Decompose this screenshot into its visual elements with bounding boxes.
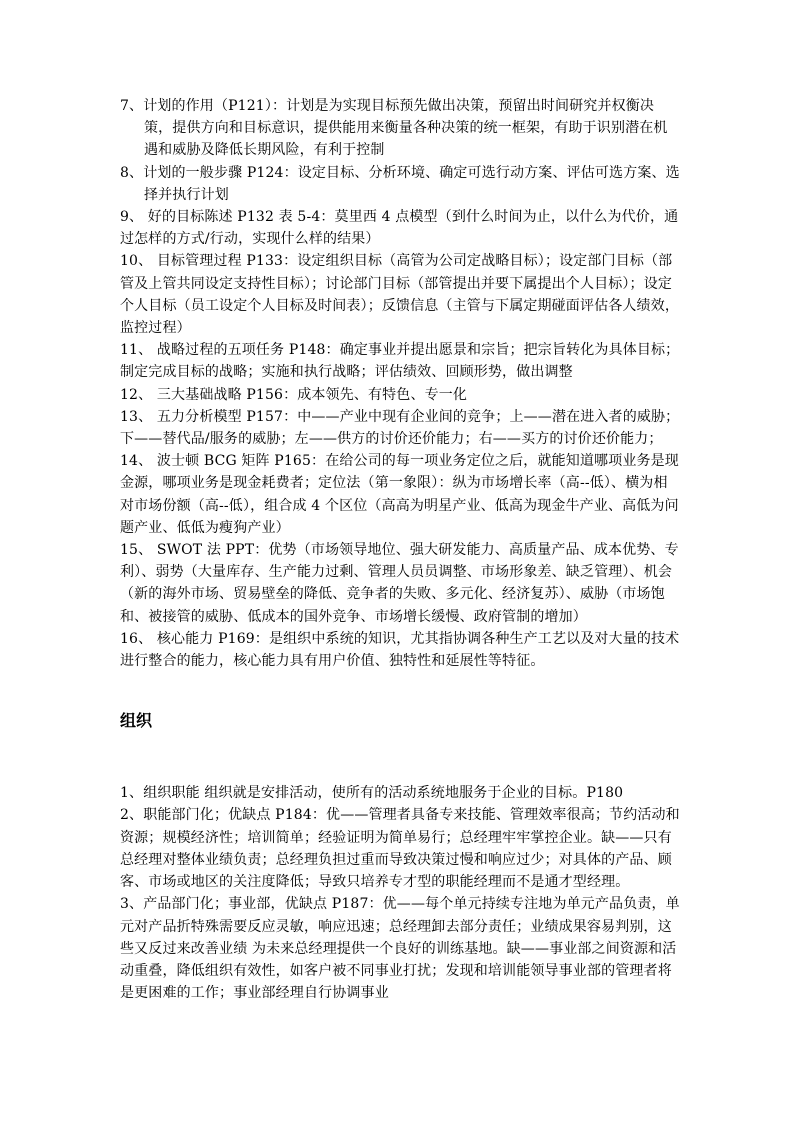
list-item: 16、 核心能力 P169：是组织中系统的知识，尤其指协调各种生产工艺以及对大量的技术进行整合的能力，核心能力具有用户价值、独特性和延展性等特征。 xyxy=(120,630,680,670)
list-item: 15、 SWOT 法 PPT：优势（市场领导地位、强大研发能力、高质量产品、成本优势、专利）、弱势（大量库存、生产能力过剩、管理人员员调整、市场形象差、缺乏管理）、机会（新的海外市场、贸易壁垒的降低、竞争者的失败、多元化、经济复苏）、威胁（市场饱和、被接管的威胁、低成本的国外竞争、市场增长缓慢、政府管制的增加） xyxy=(120,542,679,625)
list-item: 9、 好的目标陈述 P132 表 5-4：莫里西 4 点模型（到什么时间为止，以什么为代价，通过怎样的方式/行动，实现什么样的结果） xyxy=(120,209,679,248)
list-item: 13、 五力分析模型 P157：中——产业中现有企业间的竞争；上——潜在进入者的威胁；下——替代品/服务的威胁；左——供方的讨价还价能力；右——买方的讨价还价能力； xyxy=(120,408,680,448)
list-item: 7、计划的作用（P121）：计划是为实现目标预先做出决策，预留出时间研究并权衡决策，提供方向和目标意识，提供能用来衡量各种决策的统一框架，有助于识别潜在机遇和威胁及降低长期风险，有利于控制 xyxy=(120,98,668,159)
list-item: 1、组织职能 组织就是安排活动，使所有的活动系统地服务于企业的目标。P180 xyxy=(120,785,624,802)
list-item: 3、产品部门化；事业部，优缺点 P187：优——每个单元持续专注地为单元产品负责，单元对产品折特殊需要反应灵敏，响应迅速；总经理卸去部分责任；业绩成果容易判别，这些又反过来改善业绩 为未来总经理提供一个良好的训练基地。缺——事业部之间资源和活动重叠，降低组织有效性，如客户被不同事业打扰；发现和培训能领导事业部的管理者将是更困难的工作；事业部经理自行协调事业 xyxy=(120,896,680,1002)
list-item: 2、职能部门化；优缺点 P184：优——管理者具备专来技能、管理效率很高；节约活动和资源；规模经济性；培训简单；经验证明为简单易行；总经理牢牢掌控企业。缺——只有总经理对整体业绩负责；总经理负担过重而导致决策过慢和响应过少；对具体的产品、顾客、市场或地区的关注度降低；导致只培养专才型的职能经理而不是通才型经理。 xyxy=(120,807,680,891)
organization-list xyxy=(120,782,680,1004)
document-page xyxy=(120,95,680,1004)
list-item: 14、 波士顿 BCG 矩阵 P165：在给公司的每一项业务定位之后，就能知道哪项业务是现金源，哪项业务是现金耗费者；定位法（第一象限）：纵为市场增长率（高--低）、横为相对市场份额（高--低），组合成 4 个区位（高高为明星产业、低高为现金牛产业、高低为问题产业、低低为瘦狗产业） xyxy=(120,453,679,536)
section-heading-organization: 组织 xyxy=(120,711,153,731)
list-item: 10、 目标管理过程 P133：设定组织目标（高管为公司定战略目标）；设定部门目标（部管及上管共同设定支持性目标）；讨论部门目标（部管提出并要下属提出个人目标）；设定个人目标（员工设定个人目标及时间表）；反馈信息（主管与下属定期碰面评估各人绩效，监控过程） xyxy=(120,253,679,337)
list-item: 8、计划的一般步骤 P124：设定目标、分析环境、确定可选行动方案、评估可选方案、选择并执行计划 xyxy=(120,164,680,203)
planning-strategy-list xyxy=(120,95,680,672)
list-item: 11、 战略过程的五项任务 P148：确定事业并提出愿景和宗旨；把宗旨转化为具体目标；制定完成目标的战略；实施和执行战略；评估绩效、回顾形势，做出调整 xyxy=(120,342,680,381)
list-item: 12、 三大基础战略 P156：成本领先、有特色、专一化 xyxy=(120,386,468,403)
